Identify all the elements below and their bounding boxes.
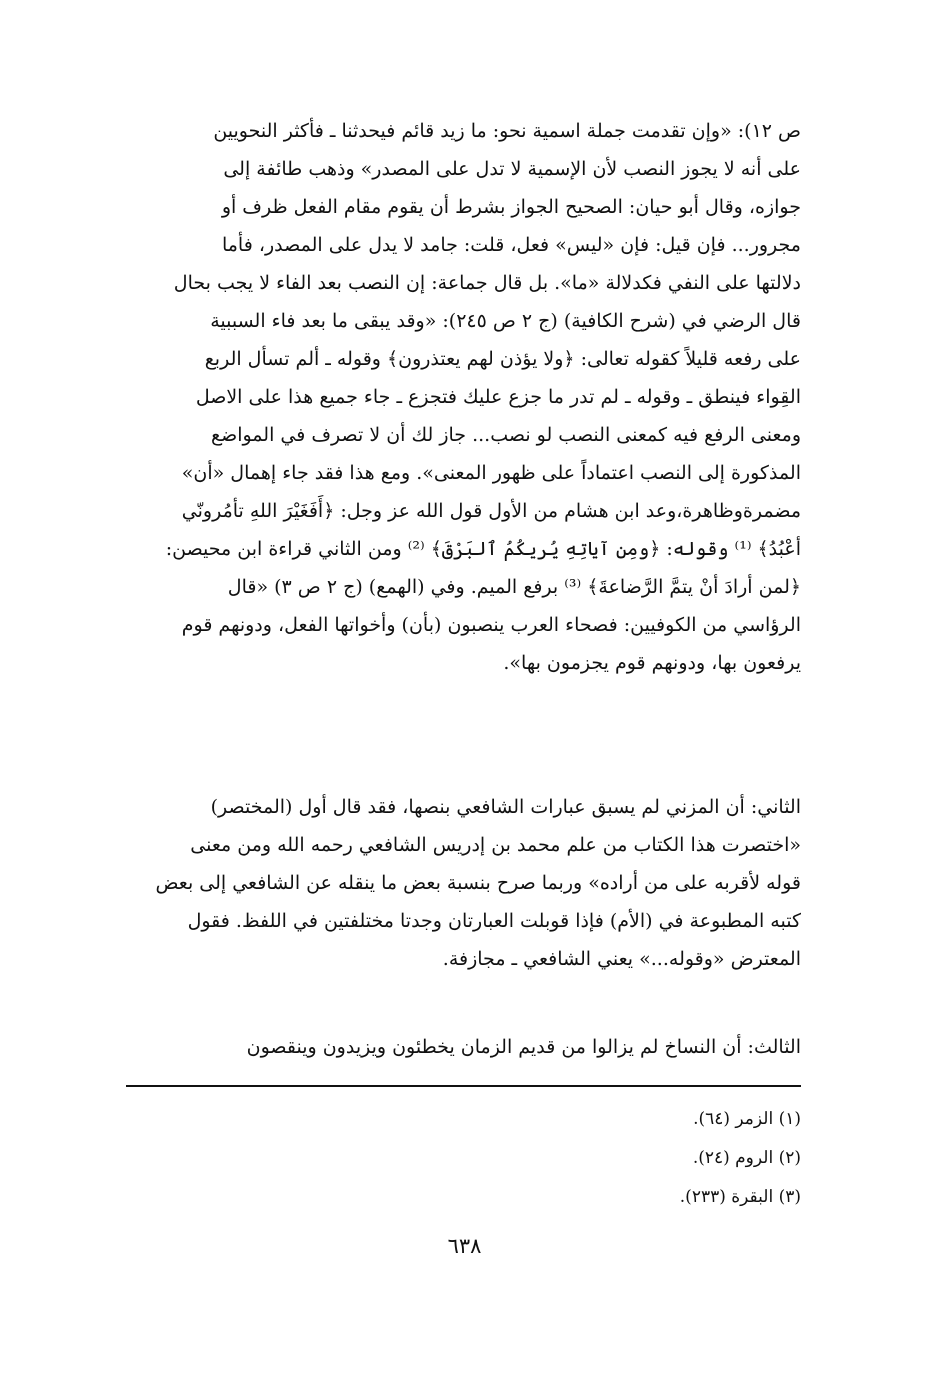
footnote-1: (١) الزمر (٦٤).: [693, 1109, 801, 1129]
text-line: الثالث: أن النساخ لم يزالوا من قديم الزمان يخطئون ويزيدون وينقصون: [246, 1036, 801, 1058]
text-line: الثاني: أن المزني لم يسبق عبارات الشافعي بنصها، فقد قال أول (المختصر): [210, 796, 801, 818]
text-line: مضمرةوظاهرة،وعد ابن هشام من الأول قول الله عز وجل: ﴿أَفَغَيْرَ اللهِ تأمُرونّي: [181, 500, 801, 522]
text-line: «اختصرت هذا الكتاب من علم محمد بن إدريس الشافعي رحمه الله ومن معنى: [190, 834, 801, 856]
footnote-2: (٢) الروم (٢٤).: [692, 1148, 801, 1168]
page-number: ٦٣٨: [447, 1234, 482, 1258]
text-line: الرؤاسي من الكوفيين: فصحاء العرب ينصبون (بأن) وأخواتها الفعل، ودونهم قوم: [181, 614, 801, 636]
footnote-3: (٣) البقرة (٢٣٣).: [679, 1187, 801, 1207]
text-line: دلالتها على النفي فكدلالة «ما». بل قال جماعة: إن النصب بعد الفاء لا يجب بحال: [173, 272, 801, 294]
text-line: كتبه المطبوعة في (الأم) فإذا قوبلت العبارتان وجدتا مختلفتين في اللفظ. فقول: [187, 910, 801, 932]
footnotes: [127, 1100, 801, 1217]
text-line: قال الرضي في (شرح الكافية) (ج ٢ ص ٢٤٥): «وقد يبقى ما بعد فاء السببية: [210, 310, 801, 332]
text-line: أعْبُدُ﴾ ⁽¹⁾ وقوله: ﴿ومِن آياتِهِ يُريكُمُ ٱلبَرْقَ﴾ ⁽²⁾ ومن الثاني قراءة ابن محيصن:: [165, 538, 801, 560]
text-line: على رفعه قليلاً كقوله تعالى: ﴿ولا يؤذن لهم يعتذرون﴾ وقوله ـ ألم تسأل الربع: [204, 348, 801, 370]
footnote-separator: [126, 1085, 801, 1087]
text-line: يرفعون بها، ودونهم قوم يجزمون بها».: [503, 652, 801, 674]
text-line: على أنه لا يجوز النصب لأن الإسمية لا تدل على المصدر» وذهب طائفة إلى: [223, 158, 801, 180]
text-line: القِواء فينطق ـ وقوله ـ لم تدر ما جزع عليك فتجزع ـ جاء جميع هذا على الاصل: [195, 386, 801, 408]
text-line: جوازه، وقال أبو حيان: الصحيح الجواز بشرط أن يقوم مقام الفعل ظرف أو: [221, 196, 801, 218]
body-paragraph-2: [127, 788, 801, 978]
body-paragraph-3: [127, 1028, 801, 1066]
body-paragraph-1: [127, 112, 801, 682]
text-line: المعترض «وقوله...» يعني الشافعي ـ مجازفة.: [442, 948, 801, 970]
text-line: قوله لأقربه على من أراده» وربما صرح بنسبة بعض ما ينقله عن الشافعي إلى بعض: [155, 872, 801, 894]
text-line: ومعنى الرفع فيه كمعنى النصب لو نصب... جاز لك أن لا تصرف في المواضع: [210, 424, 801, 446]
text-line: مجرور... فإن قيل: فإن «ليس» فعل، قلت: جامد لا يدل على المصدر، فأما: [221, 234, 801, 256]
text-line: ص ١٢): «وإن تقدمت جملة اسمية نحو: ما زيد قائم فيحدثنا ـ فأكثر النحويين: [213, 120, 801, 142]
text-line: ﴿لمن أرادَ أنْ يتمَّ الرَّضاعةَ﴾ ⁽³⁾ برفع الميم. وفي (الهمع) (ج ٢ ص ٣) «قال: [227, 576, 801, 598]
text-line: المذكورة إلى النصب اعتماداً على ظهور المعنى». ومع هذا فقد جاء إهمال «أن»: [181, 462, 801, 484]
